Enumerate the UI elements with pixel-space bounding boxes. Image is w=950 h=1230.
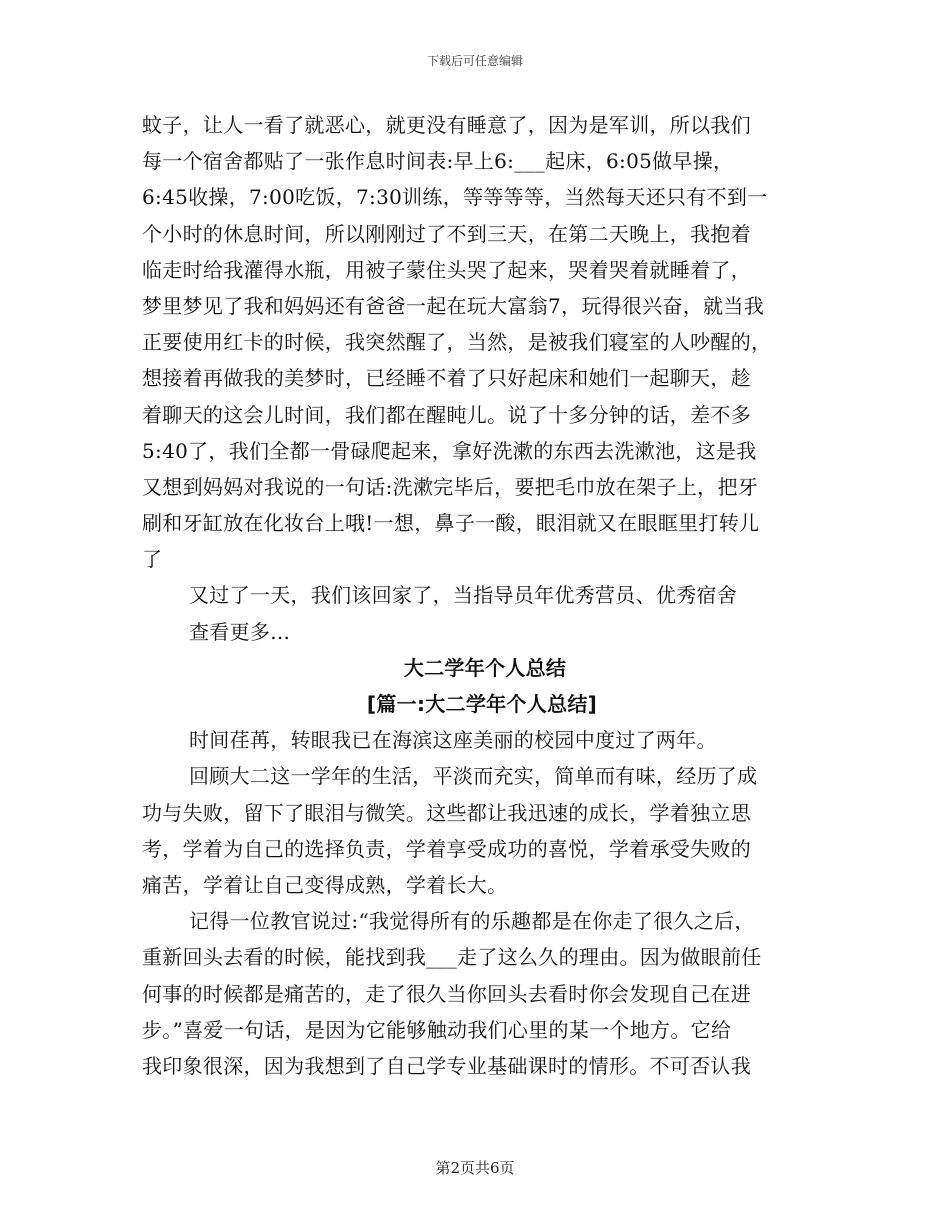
paragraph-line: 时间荏苒，转眼我已在海滨这座美丽的校园中度过了两年。: [189, 728, 717, 753]
view-more-link[interactable]: 查看更多...: [189, 619, 291, 644]
text-line: 何事的时候都是痛苦的，走了很久当你回头去看时你会发现自己在进: [142, 981, 751, 1006]
text-line: 功与失败，留下了眼泪与微笑。这些都让我迅速的成长，学着独立思: [142, 800, 751, 825]
page-number: 第2页共6页: [435, 1159, 515, 1177]
text-line: 蚊子，让人一看了就恶心，就更没有睡意了，因为是军训，所以我们: [142, 113, 751, 137]
text-line: 痛苦，学着让自己变得成熟，学着长大。: [142, 872, 508, 897]
paragraph-line: 记得一位教官说过:“我觉得所有的乐趣都是在你走了很久之后，: [189, 909, 755, 934]
text-line: 想接着再做我的美梦时，已经睡不着了只好起床和她们一起聊天，趁: [142, 366, 751, 391]
text-line: 6:45收操，7:00吃饭，7:30训练，等等等等，当然每天还只有不到一: [142, 185, 768, 210]
text-line: 5:40了，我们全都一骨碌爬起来，拿好洗漱的东西去洗漱池，这是我: [142, 438, 757, 463]
page-header-note: 下载后可任意编辑: [426, 54, 523, 68]
text-line: 刷和牙缸放在化妆台上哦!一想，鼻子一酸，眼泪就又在眼眶里打转儿: [142, 511, 760, 536]
document-body: [142, 107, 812, 1084]
text-line: 临走时给我灌得水瓶，用被子蒙住头哭了起来，哭着哭着就睡着了，: [142, 257, 751, 282]
text-line: 着聊天的这会儿时间，我们都在醒盹儿。说了十多分钟的话，差不多: [142, 402, 751, 427]
section-subtitle: [篇一:大二学年个人总结]: [366, 692, 598, 716]
text-line: 每一个宿舍都贴了一张作息时间表:早上6:___起床，6:05做早操，: [142, 149, 734, 174]
section-title: 大二学年个人总结: [403, 655, 567, 680]
text-line: 重新回头去看的时候，能找到我___走了这么久的理由。因为做眼前任: [142, 945, 762, 970]
text-line: 考，学着为自己的选择负责，学着享受成功的喜悦，学着承受失败的: [142, 836, 751, 861]
paragraph-line: 回顾大二这一学年的生活，平淡而充实，简单而有味，经历了成: [189, 764, 758, 789]
text-line: 我印象很深，因为我想到了自己学专业基础课时的情形。不可否认我: [142, 1053, 751, 1078]
text-line: 正要使用红卡的时候，我突然醒了，当然，是被我们寝室的人吵醒的，: [142, 330, 772, 355]
paragraph-line: 又过了一天，我们该回家了，当指导员年优秀营员、优秀宿舍: [189, 583, 738, 608]
text-line: 又想到妈妈对我说的一句话:洗漱完毕后，要把毛巾放在架子上，把牙: [142, 474, 759, 499]
text-line: 步。”喜爱一句话，是因为它能够触动我们心里的某一个地方。它给: [142, 1017, 732, 1042]
text-line: 了: [142, 547, 163, 572]
text-line: 个小时的休息时间，所以刚刚过了不到三天，在第二天晚上，我抱着: [142, 221, 751, 246]
text-line: 梦里梦见了我和妈妈还有爸爸一起在玩大富翁7，玩得很兴奋，就当我: [142, 293, 765, 318]
